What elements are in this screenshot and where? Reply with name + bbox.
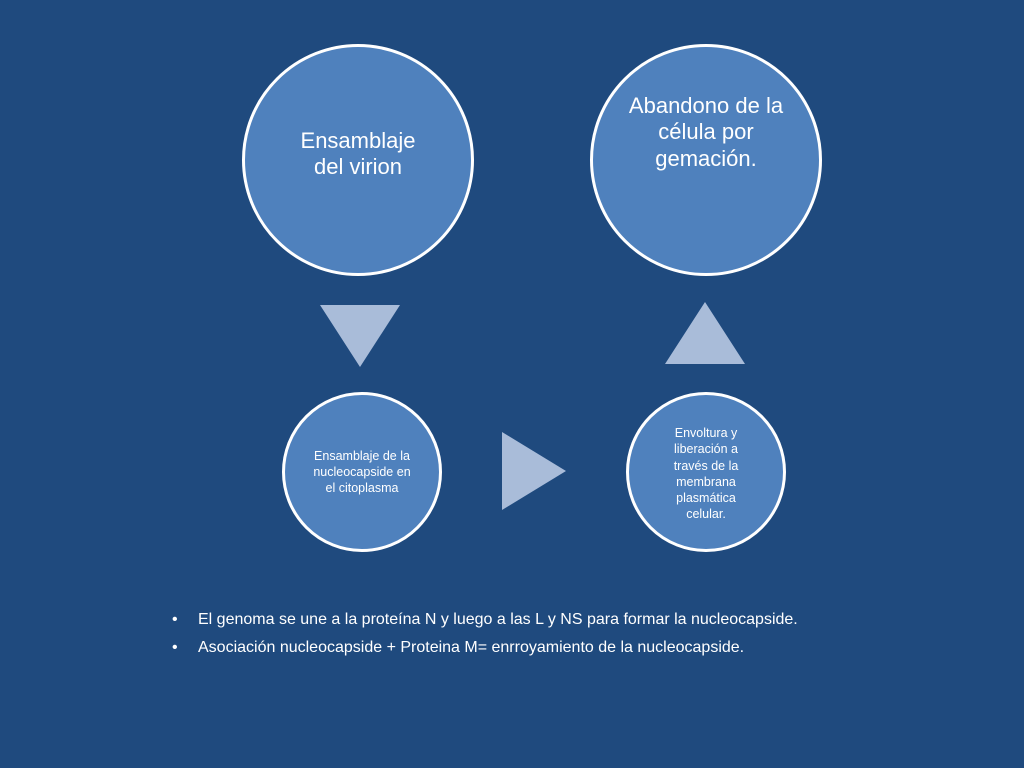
triangle-down-icon xyxy=(319,304,401,368)
circle-ensamblaje-nucleocapside xyxy=(282,392,442,552)
triangle-up-icon xyxy=(664,301,746,365)
circle-label-envoltura-liberacion: Envoltura y liberación a través de la membrana plasmática celular. xyxy=(673,426,739,522)
circle-ensamblaje-virion xyxy=(242,44,474,276)
bullet-list xyxy=(170,606,798,662)
bullet-item: • Asociación nucleocapside + Proteina M= enrroyamiento de la nucleocapside. xyxy=(170,634,798,662)
triangle-right-icon xyxy=(501,431,567,511)
bullet-item: • El genoma se une a la proteína N y luego a las L y NS para formar la nucleocapside. xyxy=(170,606,798,634)
circle-abandono-celula xyxy=(590,44,822,276)
circle-label-ensamblaje-virion: Ensamblaje del virion xyxy=(300,127,416,179)
circle-label-abandono-celula: Abandono de la célula por gemación. xyxy=(628,93,784,171)
circle-label-ensamblaje-nucleocapside: Ensamblaje de la nucleocapside en el citoplasma xyxy=(313,448,411,496)
circle-envoltura-liberacion xyxy=(626,392,786,552)
